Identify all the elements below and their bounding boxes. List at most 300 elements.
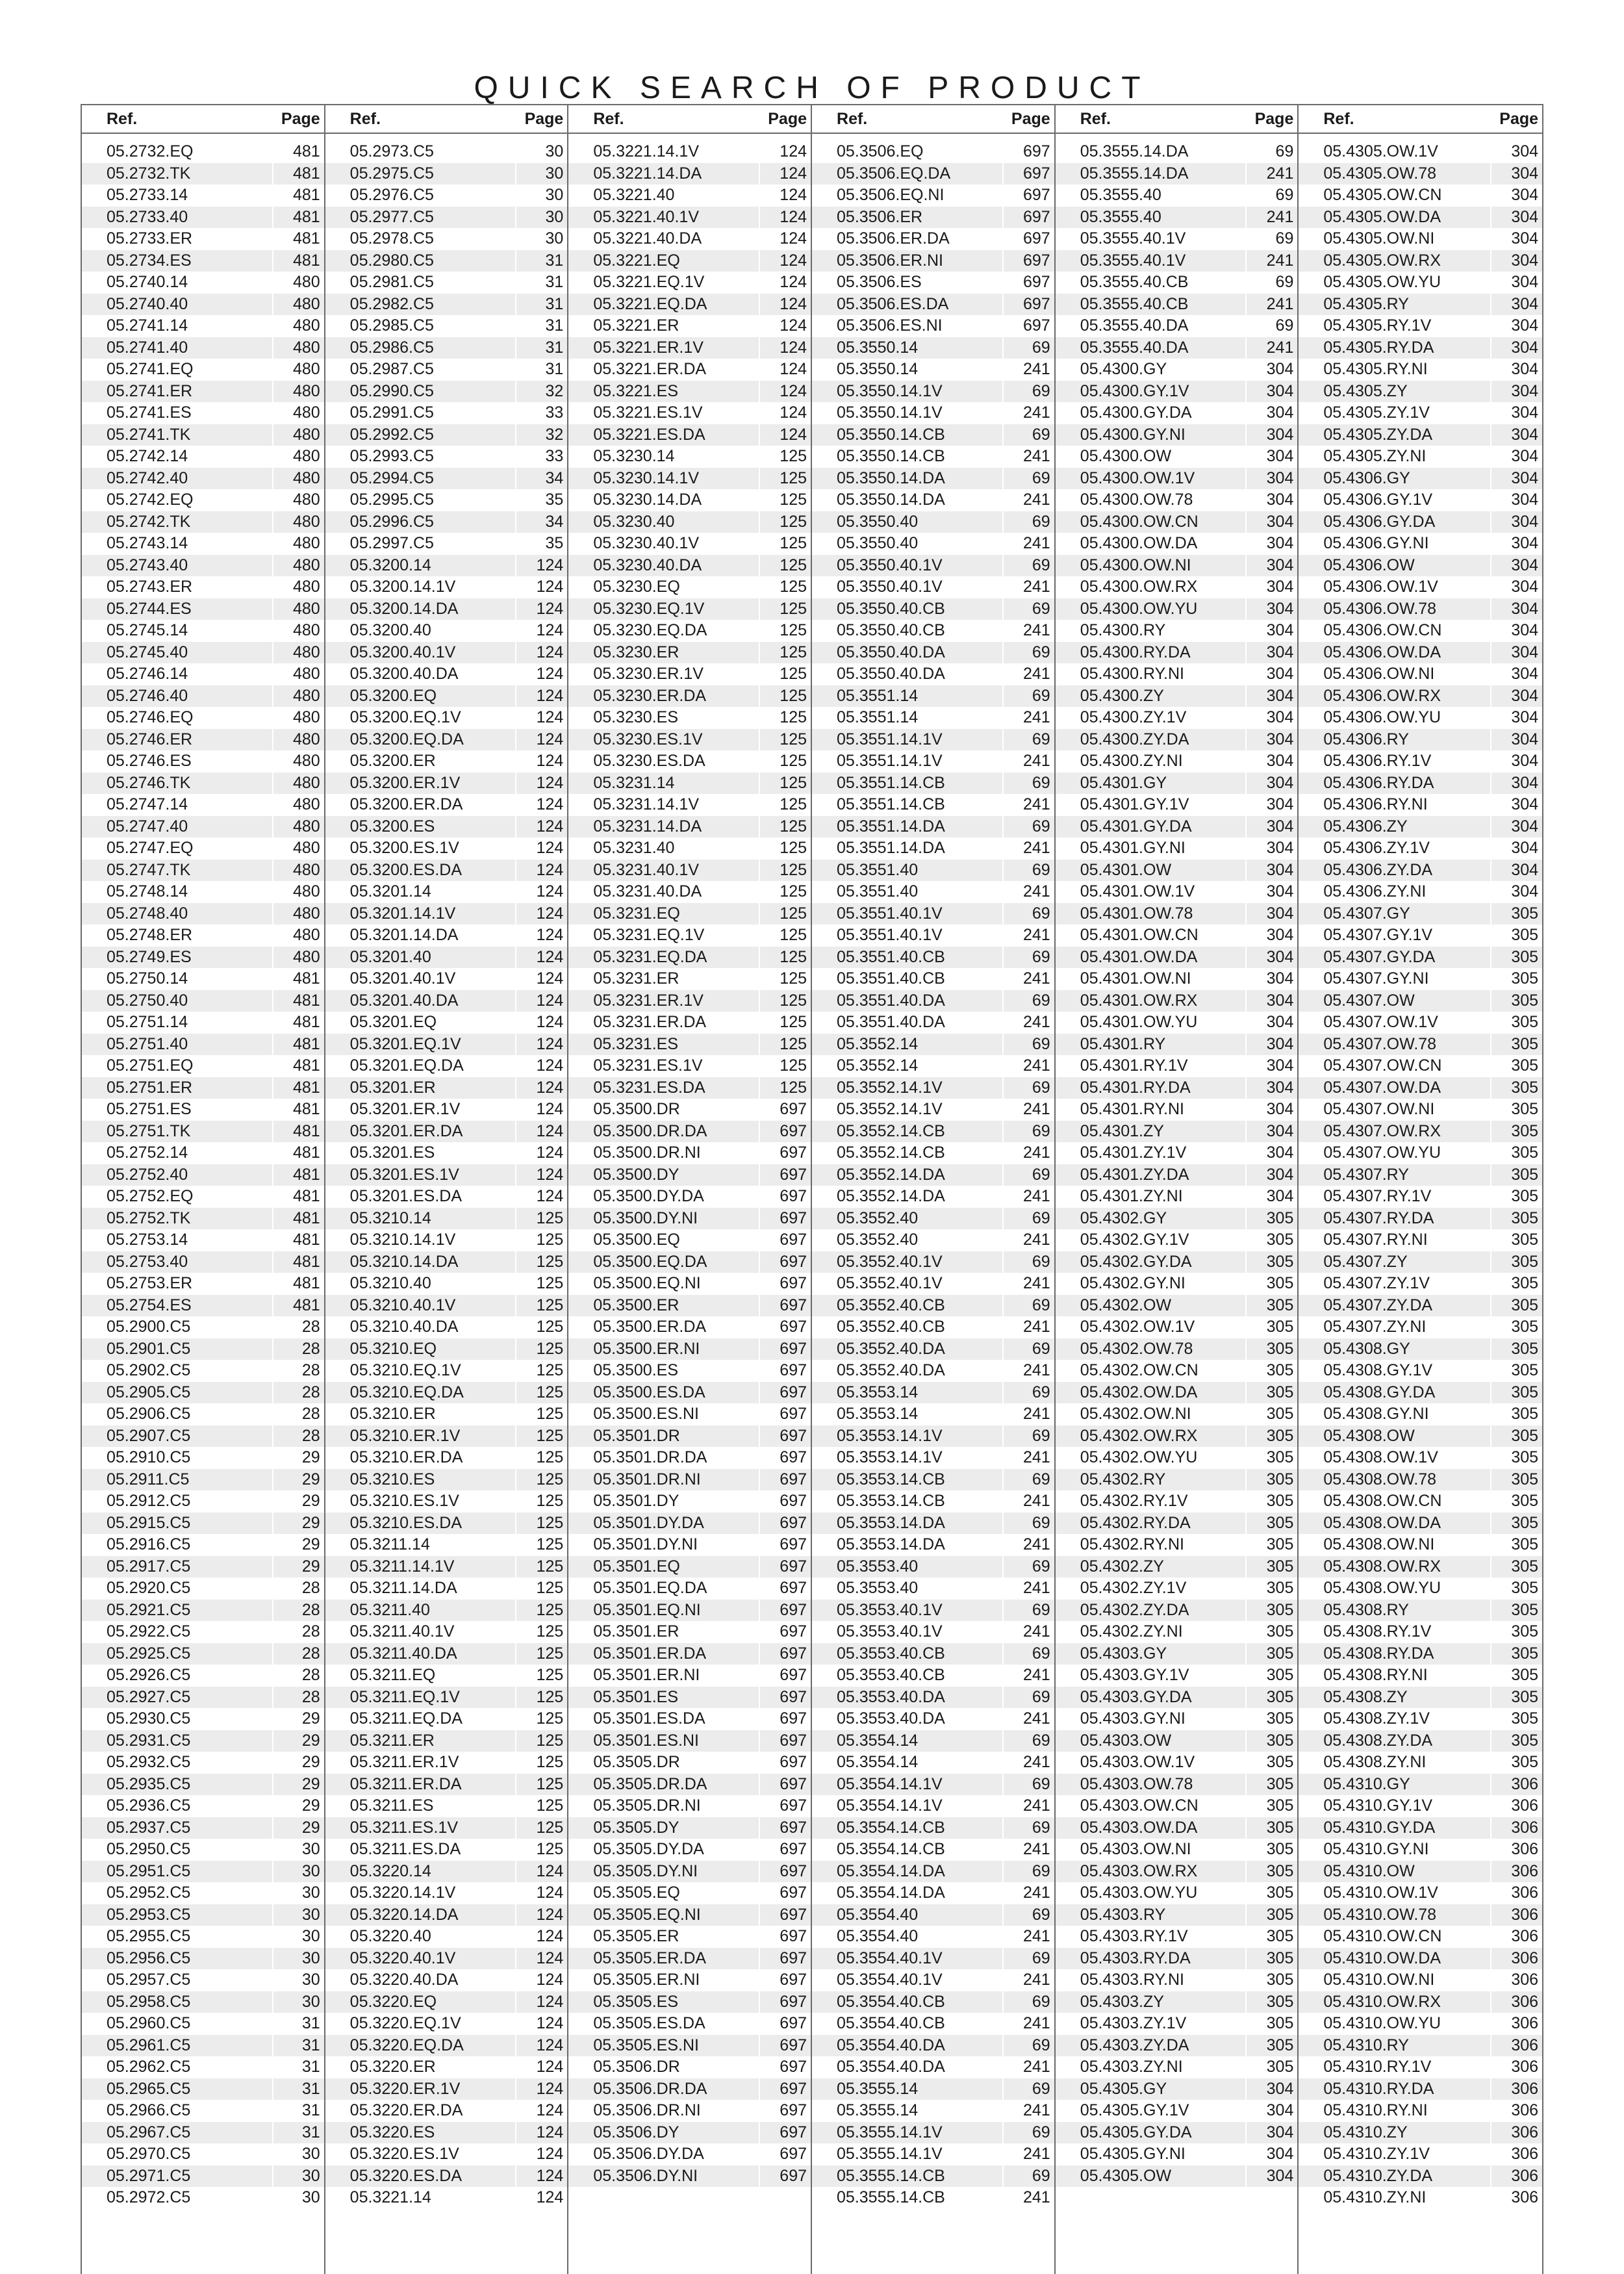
product-ref: 05.3500.DY.DA <box>593 1187 704 1206</box>
product-ref: 05.4306.RY.1V <box>1323 752 1432 771</box>
page-number: 125 <box>759 620 811 642</box>
product-ref: 05.4303.RY.DA <box>1080 1948 1191 1967</box>
product-ref: 05.3506.DY.NI <box>593 2166 698 2185</box>
page-number: 33 <box>515 446 567 468</box>
table-row <box>568 685 811 708</box>
page-number: 305 <box>1245 1360 1297 1382</box>
product-ref: 05.2751.40 <box>107 1034 188 1053</box>
page-number: 125 <box>759 881 811 903</box>
page-number: 69 <box>1002 1338 1054 1361</box>
product-ref: 05.4306.RY <box>1323 730 1409 748</box>
table-row <box>82 1469 324 1491</box>
product-ref: 05.3221.40 <box>593 186 675 205</box>
table-row <box>82 207 324 229</box>
table-row <box>1299 1360 1542 1382</box>
product-ref: 05.4308.RY.DA <box>1323 1644 1434 1663</box>
page-number: 697 <box>759 1251 811 1273</box>
table-row <box>325 1490 568 1513</box>
product-ref: 05.2911.C5 <box>107 1470 190 1488</box>
table-row <box>1056 359 1298 381</box>
product-ref: 05.2740.14 <box>107 273 188 292</box>
page-number: 697 <box>759 1621 811 1643</box>
product-ref: 05.3230.EQ.DA <box>593 621 707 640</box>
page-number: 304 <box>1245 576 1297 598</box>
product-ref: 05.4307.ZY <box>1323 1252 1408 1271</box>
table-row <box>1056 1774 1298 1796</box>
table-row <box>325 1316 568 1338</box>
page-number: 305 <box>1245 1643 1297 1665</box>
table-row <box>1056 1316 1298 1338</box>
page-number: 31 <box>272 2122 324 2144</box>
page-number: 69 <box>1002 2122 1054 2144</box>
product-ref: 05.4303.GY <box>1080 1644 1167 1663</box>
table-row <box>325 663 568 685</box>
page-number: 306 <box>1490 2122 1542 2144</box>
page-number: 32 <box>515 424 567 446</box>
product-ref: 05.3554.14.DA <box>837 1884 945 1902</box>
page-number: 480 <box>272 729 324 751</box>
table-row <box>812 1861 1054 1883</box>
page-number: 125 <box>515 1273 567 1295</box>
page-number: 480 <box>272 750 324 773</box>
product-ref: 05.4303.ZY.1V <box>1080 2014 1187 2033</box>
product-ref: 05.2754.ES <box>107 1296 192 1314</box>
product-ref: 05.3501.DR.NI <box>593 1470 701 1488</box>
product-ref: 05.3505.ER <box>593 1927 679 1946</box>
product-ref: 05.4302.OW.NI <box>1080 1405 1191 1424</box>
table-row <box>812 337 1054 359</box>
product-ref: 05.2742.14 <box>107 447 188 466</box>
product-ref: 05.2925.C5 <box>107 1644 191 1663</box>
page-number: 241 <box>1002 1360 1054 1382</box>
product-ref: 05.3231.40 <box>593 839 675 858</box>
table-row <box>568 1969 811 1991</box>
table-row <box>1299 337 1542 359</box>
table-row <box>568 1186 811 1208</box>
table-row <box>325 1338 568 1361</box>
page-number: 697 <box>759 1948 811 1970</box>
table-row <box>82 1251 324 1273</box>
page-number: 241 <box>1002 1969 1054 1991</box>
table-row <box>325 685 568 708</box>
table-row <box>812 1338 1054 1361</box>
page-number: 304 <box>1245 555 1297 577</box>
product-ref: 05.3210.14 <box>349 1208 431 1227</box>
page-number: 69 <box>1002 903 1054 925</box>
product-ref: 05.4300.RY.NI <box>1080 665 1185 683</box>
table-row <box>325 816 568 838</box>
product-ref: 05.3231.ER.1V <box>593 991 704 1010</box>
product-ref: 05.3505.DR <box>593 1753 680 1772</box>
product-ref: 05.3500.ES.DA <box>593 1383 705 1401</box>
table-row <box>325 707 568 729</box>
table-row <box>325 2013 568 2035</box>
page-number: 304 <box>1490 272 1542 294</box>
page-number: 30 <box>272 1882 324 1904</box>
page-number: 124 <box>515 1164 567 1186</box>
product-ref: 05.4306.OW.NI <box>1323 665 1435 683</box>
table-row <box>325 1513 568 1535</box>
product-ref: 05.2922.C5 <box>107 1622 191 1641</box>
table-row <box>82 576 324 598</box>
product-ref: 05.3500.ES.NI <box>593 1405 699 1424</box>
table-row <box>325 511 568 533</box>
product-ref: 05.3550.14 <box>837 360 919 379</box>
table-row <box>568 598 811 620</box>
page-number: 69 <box>1002 1643 1054 1665</box>
table-row <box>325 1969 568 1991</box>
table-row <box>568 1273 811 1295</box>
product-ref: 05.3220.ER <box>349 2058 436 2076</box>
page-number: 304 <box>1245 1055 1297 1077</box>
product-ref: 05.4310.RY.DA <box>1323 2079 1434 2098</box>
table-row <box>568 1708 811 1730</box>
table-row <box>325 1425 568 1448</box>
ref-header: Ref. <box>1080 109 1111 128</box>
table-row <box>82 1839 324 1861</box>
table-row <box>812 860 1054 882</box>
table-row <box>325 1360 568 1382</box>
page-number: 480 <box>272 837 324 860</box>
table-row <box>325 1055 568 1077</box>
table-row <box>568 1948 811 1970</box>
table-row <box>1299 424 1542 446</box>
product-ref: 05.2937.C5 <box>107 1818 191 1837</box>
page-number: 125 <box>759 446 811 468</box>
product-ref: 05.3555.40 <box>1080 186 1161 205</box>
table-row <box>812 1164 1054 1186</box>
page-number: 125 <box>515 1469 567 1491</box>
table-row <box>568 1447 811 1469</box>
page-header: Page <box>1254 109 1294 128</box>
table-row <box>812 1513 1054 1535</box>
page-number: 304 <box>1245 381 1297 403</box>
table-row <box>1299 1425 1542 1448</box>
product-ref: 05.3555.14.DA <box>1080 164 1189 183</box>
page-number: 305 <box>1245 1295 1297 1317</box>
product-ref: 05.4306.RY.NI <box>1323 795 1428 814</box>
product-ref: 05.2746.ER <box>107 730 193 748</box>
column-header <box>1056 104 1298 134</box>
table-row <box>1299 2100 1542 2122</box>
page-number: 304 <box>1245 750 1297 773</box>
table-row <box>1056 1817 1298 1839</box>
product-ref: 05.3230.ER <box>593 643 679 661</box>
table-row <box>325 1034 568 1056</box>
table-row <box>1056 1251 1298 1273</box>
table-row <box>812 1186 1054 1208</box>
product-ref: 05.4310.GY.NI <box>1323 1840 1429 1859</box>
product-ref: 05.2748.40 <box>107 904 188 923</box>
table-row <box>812 228 1054 250</box>
table-row <box>568 642 811 664</box>
table-row <box>568 620 811 642</box>
page-number: 30 <box>272 2165 324 2188</box>
product-ref: 05.3501.ES <box>593 1687 679 1706</box>
product-ref: 05.3201.40.1V <box>349 969 456 988</box>
table-row <box>812 424 1054 446</box>
table-row <box>812 2100 1054 2122</box>
table-row <box>1299 1687 1542 1709</box>
product-ref: 05.3506.ER.DA <box>837 229 950 248</box>
table-row <box>1299 576 1542 598</box>
table-row <box>1299 207 1542 229</box>
table-row <box>812 1839 1054 1861</box>
page-number: 305 <box>1245 1578 1297 1600</box>
table-row <box>568 1077 811 1099</box>
page-number: 304 <box>1490 794 1542 816</box>
page-number: 69 <box>1002 1730 1054 1752</box>
page-number: 306 <box>1490 1969 1542 1991</box>
table-row <box>325 620 568 642</box>
product-ref: 05.2906.C5 <box>107 1405 191 1424</box>
page-number: 69 <box>1245 315 1297 337</box>
table-row <box>82 1991 324 2013</box>
page-number: 481 <box>272 1273 324 1295</box>
table-row <box>325 468 568 490</box>
page-number: 480 <box>272 773 324 795</box>
page-header: Page <box>768 109 807 128</box>
product-ref: 05.4307.OW.YU <box>1323 1143 1441 1162</box>
table-row <box>568 1229 811 1251</box>
product-ref: 05.4300.GY.NI <box>1080 425 1186 444</box>
table-row <box>325 402 568 424</box>
table-row <box>82 1904 324 1926</box>
page-header: Page <box>1011 109 1050 128</box>
page-number: 125 <box>515 1251 567 1273</box>
table-row <box>82 685 324 708</box>
table-row <box>325 1665 568 1687</box>
page-number: 697 <box>759 1839 811 1861</box>
page-number: 480 <box>272 511 324 533</box>
page-number: 69 <box>1245 272 1297 294</box>
table-row <box>812 1991 1054 2013</box>
product-ref: 05.3220.14.DA <box>349 1905 459 1924</box>
product-ref: 05.3221.ER.1V <box>593 338 704 357</box>
product-ref: 05.4305.OW.RX <box>1323 251 1441 270</box>
product-ref: 05.3550.14.1V <box>837 403 943 422</box>
product-ref: 05.2952.C5 <box>107 1884 191 1902</box>
page-number: 241 <box>1002 402 1054 424</box>
table-row <box>812 1665 1054 1687</box>
table-row <box>568 1774 811 1796</box>
product-ref: 05.3552.14.CB <box>837 1121 945 1140</box>
product-ref: 05.2741.40 <box>107 338 188 357</box>
page-number: 697 <box>759 1687 811 1709</box>
table-row <box>812 446 1054 468</box>
page-number: 124 <box>515 794 567 816</box>
product-ref: 05.3550.40.1V <box>837 556 943 574</box>
table-row <box>1299 1817 1542 1839</box>
product-ref: 05.3221.ES.1V <box>593 403 703 422</box>
product-ref: 05.4301.GY.NI <box>1080 839 1186 858</box>
page-number: 124 <box>515 860 567 882</box>
product-ref: 05.3506.ES.DA <box>837 294 949 313</box>
table-row <box>1056 185 1298 207</box>
page-number: 69 <box>1002 1600 1054 1622</box>
page-number: 697 <box>1002 228 1054 250</box>
page-number: 69 <box>1002 990 1054 1012</box>
page-number: 306 <box>1490 1839 1542 1861</box>
table-row <box>1056 1556 1298 1578</box>
table-row <box>1299 837 1542 860</box>
page-number: 306 <box>1490 1774 1542 1796</box>
table-row <box>1299 1839 1542 1861</box>
page-number: 125 <box>515 1229 567 1251</box>
page-number: 305 <box>1490 1186 1542 1208</box>
product-ref: 05.3550.14.1V <box>837 381 943 400</box>
page-number: 305 <box>1245 1513 1297 1535</box>
product-ref: 05.3505.DR.NI <box>593 1796 701 1815</box>
product-ref: 05.3553.14.1V <box>837 1426 943 1445</box>
page-number: 304 <box>1490 207 1542 229</box>
table-row <box>82 2165 324 2188</box>
table-row <box>812 816 1054 838</box>
page-number: 35 <box>515 489 567 511</box>
product-ref: 05.4307.OW.CN <box>1323 1056 1442 1075</box>
page-number: 241 <box>1002 1186 1054 1208</box>
product-ref: 05.3221.40.1V <box>593 207 699 226</box>
page-number: 305 <box>1490 947 1542 969</box>
table-row <box>325 1643 568 1665</box>
page-number: 28 <box>272 1425 324 1448</box>
page-number: 304 <box>1245 533 1297 555</box>
table-row <box>812 533 1054 555</box>
page-number: 124 <box>515 685 567 708</box>
product-ref: 05.3210.EQ <box>349 1339 437 1358</box>
page-number: 124 <box>515 2013 567 2035</box>
page-number: 480 <box>272 337 324 359</box>
product-ref: 05.2996.C5 <box>349 512 434 531</box>
product-ref: 05.3231.14.1V <box>593 795 699 814</box>
page-number: 124 <box>759 228 811 250</box>
table-row <box>1299 315 1542 337</box>
page-number: 241 <box>1002 489 1054 511</box>
table-row <box>325 1621 568 1643</box>
page-number: 306 <box>1490 1948 1542 1970</box>
table-row <box>325 598 568 620</box>
page-number: 125 <box>759 533 811 555</box>
page-number: 30 <box>272 1861 324 1883</box>
table-row <box>325 446 568 468</box>
table-row <box>812 2056 1054 2078</box>
product-ref: 05.4301.GY.1V <box>1080 795 1189 814</box>
table-row <box>1056 1055 1298 1077</box>
table-row <box>1056 555 1298 577</box>
table-row <box>568 1316 811 1338</box>
page-number: 304 <box>1245 2100 1297 2122</box>
page-number: 69 <box>1002 685 1054 708</box>
page-number: 305 <box>1490 1490 1542 1513</box>
table-row <box>812 1556 1054 1578</box>
product-ref: 05.4306.GY.DA <box>1323 512 1436 531</box>
table-row <box>325 2035 568 2057</box>
table-row <box>812 359 1054 381</box>
page-number: 304 <box>1245 816 1297 838</box>
table-row <box>812 185 1054 207</box>
page-number: 305 <box>1490 968 1542 990</box>
table-row <box>325 272 568 294</box>
product-ref: 05.3506.ER.NI <box>837 251 944 270</box>
product-ref: 05.4306.ZY.DA <box>1323 860 1433 879</box>
page-number: 480 <box>272 620 324 642</box>
product-ref: 05.3200.ER.1V <box>349 773 461 792</box>
table-row <box>1056 315 1298 337</box>
page-number: 480 <box>272 272 324 294</box>
page-number: 241 <box>1002 359 1054 381</box>
product-ref: 05.4303.RY <box>1080 1905 1166 1924</box>
product-ref: 05.3220.14 <box>349 1861 431 1880</box>
page-number: 305 <box>1490 1403 1542 1425</box>
product-ref: 05.2752.TK <box>107 1208 191 1227</box>
table-row <box>568 990 811 1012</box>
product-ref: 05.3201.EQ.1V <box>349 1034 461 1053</box>
product-ref: 05.2978.C5 <box>349 229 434 248</box>
page-number: 32 <box>515 381 567 403</box>
table-row <box>82 1099 324 1121</box>
page-number: 69 <box>1002 1687 1054 1709</box>
page-number: 124 <box>515 1055 567 1077</box>
table-row <box>568 555 811 577</box>
page-number: 125 <box>515 1795 567 1817</box>
table-row <box>568 1425 811 1448</box>
product-ref: 05.3555.40.CB <box>1080 273 1189 292</box>
table-row <box>1299 947 1542 969</box>
page-number: 125 <box>759 642 811 664</box>
page-number: 241 <box>1002 2187 1054 2209</box>
product-ref: 05.3211.40.1V <box>349 1622 455 1641</box>
product-ref: 05.4300.ZY.DA <box>1080 730 1189 748</box>
page-number: 697 <box>759 1643 811 1665</box>
column-header <box>568 104 811 134</box>
product-ref: 05.3555.14 <box>837 2101 919 2120</box>
page-number: 124 <box>515 1012 567 1034</box>
product-ref: 05.2742.EQ <box>107 491 194 509</box>
page-number: 125 <box>759 925 811 947</box>
table-row <box>1056 2165 1298 2188</box>
page-number: 697 <box>759 1447 811 1469</box>
table-row <box>568 794 811 816</box>
page-number: 305 <box>1245 1425 1297 1448</box>
page-number: 31 <box>515 337 567 359</box>
table-row <box>82 1012 324 1034</box>
table-row <box>325 750 568 773</box>
product-ref: 05.4306.OW.CN <box>1323 621 1442 640</box>
page-number: 481 <box>272 1055 324 1077</box>
product-ref: 05.3221.ER <box>593 316 679 335</box>
product-ref: 05.2931.C5 <box>107 1731 191 1750</box>
page-number: 305 <box>1245 1556 1297 1578</box>
table-row <box>1056 1034 1298 1056</box>
page-number: 124 <box>759 424 811 446</box>
page-number: 69 <box>1002 2035 1054 2057</box>
table-row <box>812 489 1054 511</box>
page-number: 69 <box>1245 185 1297 207</box>
product-ref: 05.2734.ES <box>107 251 192 270</box>
row-list <box>1056 141 1298 2187</box>
page-number: 481 <box>272 163 324 185</box>
page-number: 304 <box>1490 424 1542 446</box>
page-number: 241 <box>1002 1665 1054 1687</box>
page-number: 69 <box>1002 860 1054 882</box>
table-row <box>1056 1882 1298 1904</box>
table-row <box>568 2013 811 2035</box>
product-ref: 05.4305.GY.1V <box>1080 2101 1189 2120</box>
product-ref: 05.2986.C5 <box>349 338 434 357</box>
product-ref: 05.3553.14.CB <box>837 1492 945 1511</box>
table-row <box>1056 1687 1298 1709</box>
product-ref: 05.4308.ZY.DA <box>1323 1731 1433 1750</box>
